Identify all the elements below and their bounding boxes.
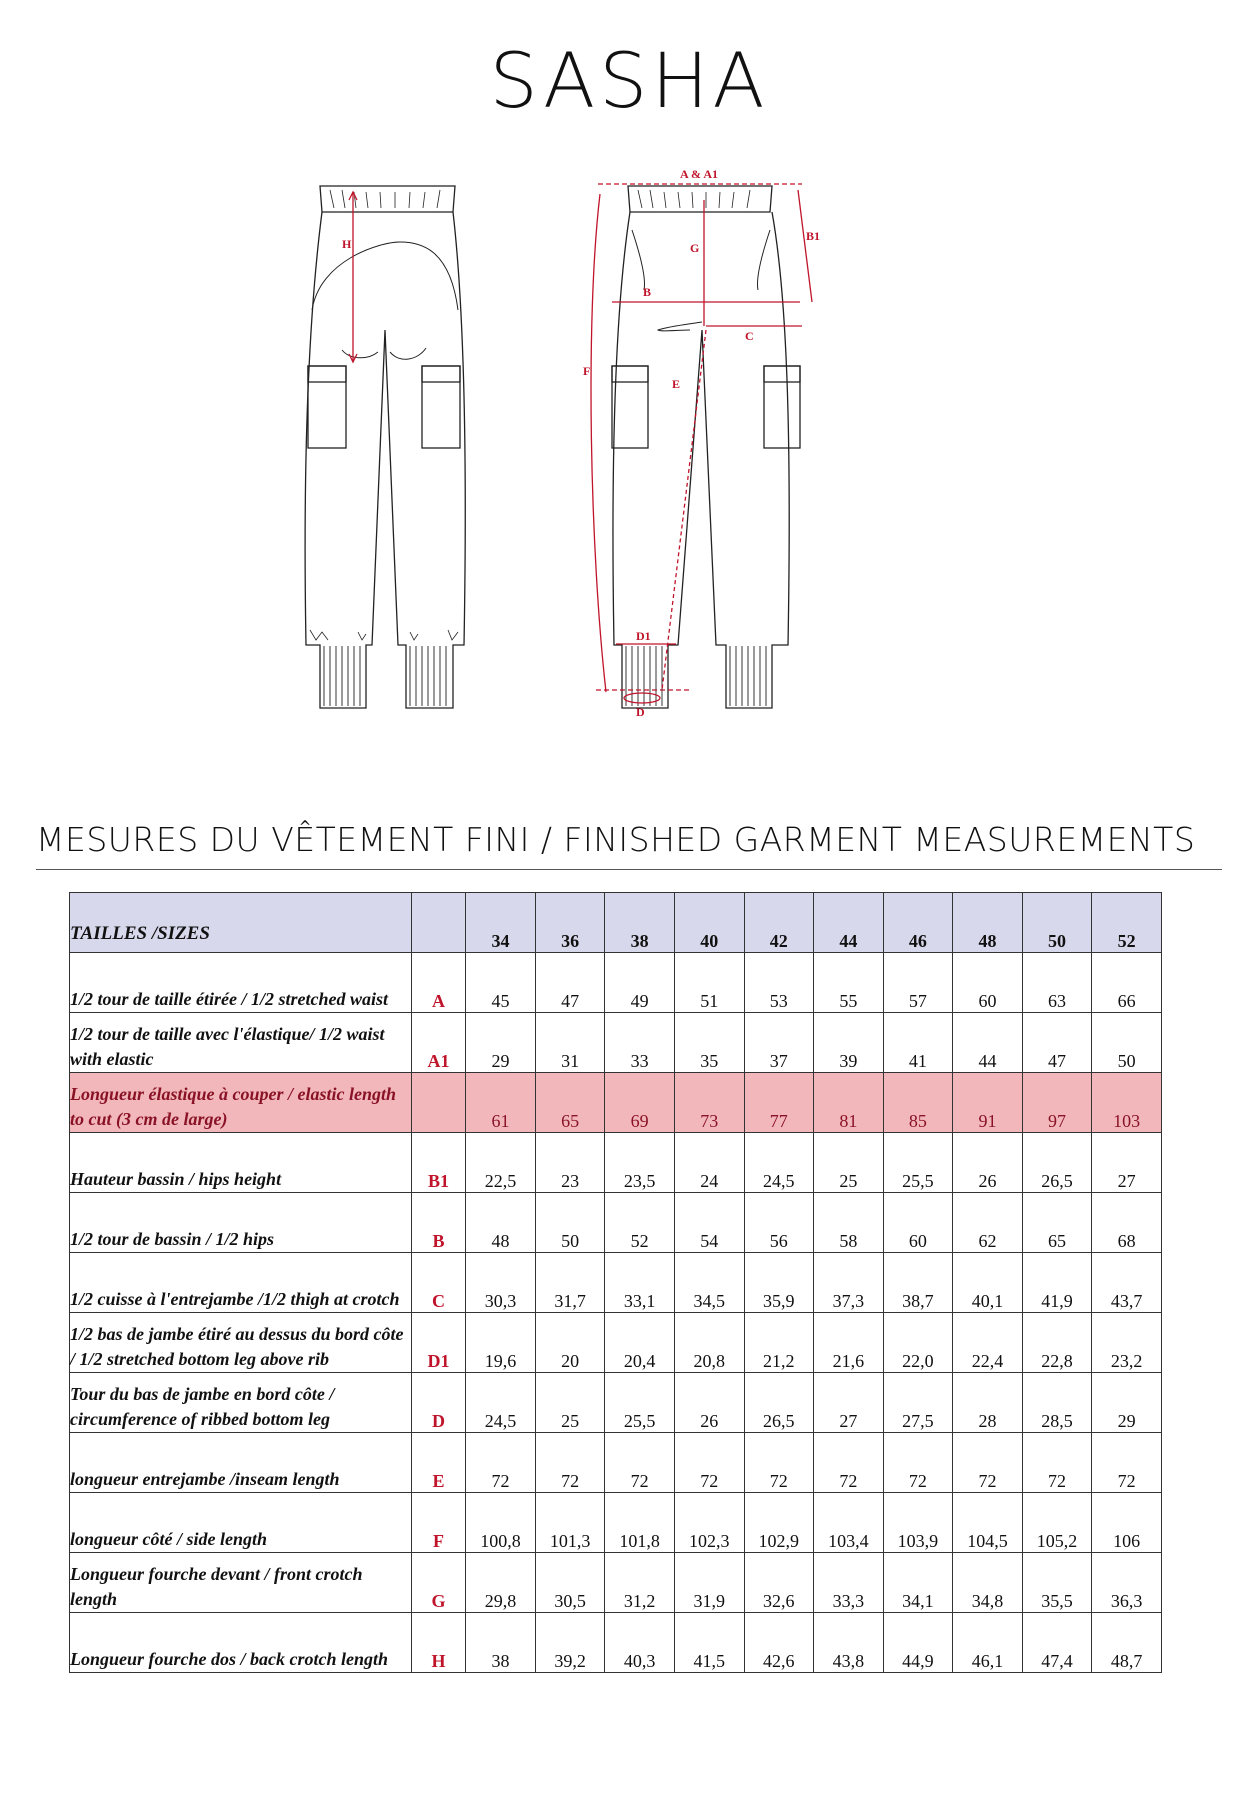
table-header-row [70,893,1162,953]
size-header-cell: 42 [744,893,814,953]
measurement-value: 63 [1022,953,1092,1013]
measurement-value: 85 [883,1073,953,1133]
table-row [70,1373,1162,1433]
measurement-value: 29,8 [466,1553,536,1613]
measurement-value: 38 [466,1613,536,1673]
size-header-cell: 44 [814,893,884,953]
measurement-value: 56 [744,1193,814,1253]
measurement-value: 41,5 [674,1613,744,1673]
measurement-value: 20,8 [674,1313,744,1373]
measurement-value: 26 [953,1133,1023,1193]
measurement-value: 24,5 [744,1133,814,1193]
measurement-value: 103,4 [814,1493,884,1553]
measurement-code: A [411,953,465,1013]
measurement-value: 72 [535,1433,605,1493]
measurement-code: C [411,1253,465,1313]
table-row [70,1433,1162,1493]
measurement-value: 34,5 [674,1253,744,1313]
measurement-code: A1 [411,1013,465,1073]
measurement-value: 72 [953,1433,1023,1493]
measurement-value: 31,7 [535,1253,605,1313]
measurement-value: 68 [1092,1193,1162,1253]
measurement-label: Longueur élastique à couper / elastic length to cut (3 cm de large) [70,1073,412,1133]
table-row [70,1073,1162,1133]
measurement-value: 69 [605,1073,675,1133]
label-d1: D1 [636,629,651,643]
label-d: D [636,705,645,719]
header-code-cell [411,893,465,953]
measurement-value: 103,9 [883,1493,953,1553]
measurement-value: 33,3 [814,1553,884,1613]
measurement-code: D [411,1373,465,1433]
measurement-value: 47 [1022,1013,1092,1073]
measurement-value: 73 [674,1073,744,1133]
measurement-value: 48 [466,1193,536,1253]
measurement-value: 72 [1022,1433,1092,1493]
measurement-value: 40,1 [953,1253,1023,1313]
table-row [70,1193,1162,1253]
table-row [70,1613,1162,1673]
page-title: SASHA [489,36,769,125]
measurement-label: 1/2 tour de bassin / 1/2 hips [70,1193,412,1253]
measurement-code: F [411,1493,465,1553]
measurement-value: 22,5 [466,1133,536,1193]
measurement-value: 23 [535,1133,605,1193]
measurement-value: 42,6 [744,1613,814,1673]
size-header-cell: 46 [883,893,953,953]
label-f: F [583,364,591,378]
size-header-cell: 48 [953,893,1023,953]
measurement-value: 41,9 [1022,1253,1092,1313]
back-view-drawing [305,186,465,708]
measurement-value: 20,4 [605,1313,675,1373]
measurement-code [411,1073,465,1133]
measurement-value: 29 [466,1013,536,1073]
measurement-label: Longueur fourche dos / back crotch length [70,1613,412,1673]
measurement-value: 28 [953,1373,1023,1433]
measurement-value: 44 [953,1013,1023,1073]
label-e: E [672,377,681,391]
measurement-code: H [411,1613,465,1673]
table-row [70,953,1162,1013]
measurement-value: 45 [466,953,536,1013]
measurement-value: 34,1 [883,1553,953,1613]
table-row [70,1013,1162,1073]
measurement-value: 28,5 [1022,1373,1092,1433]
measurement-value: 37,3 [814,1253,884,1313]
measurement-value: 101,8 [605,1493,675,1553]
section-subtitle: MESURES DU VÊTEMENT FINI / FINISHED GARMENT MEASUREMENTS [36,820,1196,859]
measurement-value: 23,2 [1092,1313,1162,1373]
measurement-value: 48,7 [1092,1613,1162,1673]
measurement-value: 24 [674,1133,744,1193]
measurement-value: 32,6 [744,1553,814,1613]
size-header-cell: 36 [535,893,605,953]
measurement-label: longueur entrejambe /inseam length [70,1433,412,1493]
measurement-value: 37 [744,1013,814,1073]
measurement-value: 51 [674,953,744,1013]
measurement-value: 41 [883,1013,953,1073]
measurement-value: 65 [535,1073,605,1133]
measurement-value: 58 [814,1193,884,1253]
measurement-value: 102,9 [744,1493,814,1553]
measurement-value: 43,8 [814,1613,884,1673]
measurement-value: 24,5 [466,1373,536,1433]
measurement-value: 103 [1092,1073,1162,1133]
measurement-value: 62 [953,1193,1023,1253]
table-row [70,1553,1162,1613]
measurement-value: 72 [466,1433,536,1493]
measurement-value: 49 [605,953,675,1013]
measurement-value: 21,2 [744,1313,814,1373]
measurement-label: 1/2 cuisse à l'entrejambe /1/2 thigh at crotch [70,1253,412,1313]
measurement-code: B1 [411,1133,465,1193]
measurement-value: 27 [814,1373,884,1433]
measurement-value: 31 [535,1013,605,1073]
measurement-label: Tour du bas de jambe en bord côte / circumference of ribbed bottom leg [70,1373,412,1433]
measurement-value: 101,3 [535,1493,605,1553]
measurement-value: 25 [814,1133,884,1193]
measurement-value: 54 [674,1193,744,1253]
measurement-value: 91 [953,1073,1023,1133]
measurement-value: 29 [1092,1373,1162,1433]
measurement-code: D1 [411,1313,465,1373]
measurement-value: 36,3 [1092,1553,1162,1613]
measurement-value: 60 [883,1193,953,1253]
measurement-value: 31,9 [674,1553,744,1613]
measurement-value: 66 [1092,953,1162,1013]
size-header-cell: 38 [605,893,675,953]
size-header-cell: 52 [1092,893,1162,953]
label-a-a1: A & A1 [680,170,719,181]
measurement-value: 72 [674,1433,744,1493]
measurement-value: 72 [605,1433,675,1493]
measurement-value: 52 [605,1193,675,1253]
measurement-label: 1/2 tour de taille avec l'élastique/ 1/2 waist with elastic [70,1013,412,1073]
measurement-value: 39 [814,1013,884,1073]
measurement-value: 39,2 [535,1613,605,1673]
measurement-value: 33,1 [605,1253,675,1313]
measurement-value: 38,7 [883,1253,953,1313]
size-header-cell: 40 [674,893,744,953]
measurement-value: 61 [466,1073,536,1133]
measurement-value: 27 [1092,1133,1162,1193]
table-row [70,1253,1162,1313]
measurement-value: 25,5 [605,1373,675,1433]
measurement-value: 43,7 [1092,1253,1162,1313]
subtitle-divider [36,869,1222,870]
label-g: G [690,241,700,255]
measurement-value: 26,5 [1022,1133,1092,1193]
measurement-value: 100,8 [466,1493,536,1553]
label-c: C [745,329,754,343]
measurement-value: 105,2 [1022,1493,1092,1553]
size-header-cell: 50 [1022,893,1092,953]
measurements-table [69,892,1162,1673]
measurement-value: 55 [814,953,884,1013]
sizes-header-label: TAILLES /SIZES [70,893,412,953]
measurement-value: 106 [1092,1493,1162,1553]
measurement-value: 72 [744,1433,814,1493]
measurement-value: 72 [814,1433,884,1493]
measure-f-line [591,194,606,692]
measurement-value: 27,5 [883,1373,953,1433]
measurement-value: 81 [814,1073,884,1133]
measurement-value: 35,9 [744,1253,814,1313]
measurement-value: 97 [1022,1073,1092,1133]
measure-d-line [624,693,660,703]
measurement-value: 50 [535,1193,605,1253]
measurement-value: 104,5 [953,1493,1023,1553]
measurement-value: 47,4 [1022,1613,1092,1673]
table-row [70,1313,1162,1373]
measure-e-line [662,330,706,690]
measurement-label: Longueur fourche devant / front crotch length [70,1553,412,1613]
measurement-value: 25,5 [883,1133,953,1193]
table-row [70,1493,1162,1553]
label-b: B [643,285,652,299]
measurement-code: E [411,1433,465,1493]
measurement-value: 33 [605,1013,675,1073]
measurement-value: 60 [953,953,1023,1013]
label-h: H [342,237,352,251]
measurement-value: 22,0 [883,1313,953,1373]
measurement-value: 22,8 [1022,1313,1092,1373]
measurement-label: 1/2 tour de taille étirée / 1/2 stretched waist [70,953,412,1013]
measurement-code: B [411,1193,465,1253]
measurement-label: longueur côté / side length [70,1493,412,1553]
measurement-value: 72 [883,1433,953,1493]
measurement-value: 31,2 [605,1553,675,1613]
measurement-label: Hauteur bassin / hips height [70,1133,412,1193]
measure-b1-line [798,190,812,302]
measurement-code: G [411,1553,465,1613]
measurement-value: 21,6 [814,1313,884,1373]
garment-diagrams [250,170,950,810]
measurement-value: 26,5 [744,1373,814,1433]
measurement-value: 65 [1022,1193,1092,1253]
measurement-value: 77 [744,1073,814,1133]
measurement-value: 102,3 [674,1493,744,1553]
measurement-value: 34,8 [953,1553,1023,1613]
measurement-value: 20 [535,1313,605,1373]
measurement-value: 35 [674,1013,744,1073]
measurement-value: 23,5 [605,1133,675,1193]
measurement-value: 40,3 [605,1613,675,1673]
measurement-value: 22,4 [953,1313,1023,1373]
measurement-value: 26 [674,1373,744,1433]
measurement-value: 35,5 [1022,1553,1092,1613]
measurement-value: 57 [883,953,953,1013]
measurement-value: 46,1 [953,1613,1023,1673]
measurement-label: 1/2 bas de jambe étiré au dessus du bord côte / 1/2 stretched bottom leg above rib [70,1313,412,1373]
measurement-value: 25 [535,1373,605,1433]
measurement-value: 19,6 [466,1313,536,1373]
measurement-value: 50 [1092,1013,1162,1073]
measurement-value: 44,9 [883,1613,953,1673]
size-header-cell: 34 [466,893,536,953]
label-b1: B1 [806,229,821,243]
measurement-value: 47 [535,953,605,1013]
measurement-value: 30,3 [466,1253,536,1313]
table-row [70,1133,1162,1193]
measurement-value: 53 [744,953,814,1013]
measurement-value: 72 [1092,1433,1162,1493]
measurement-value: 30,5 [535,1553,605,1613]
